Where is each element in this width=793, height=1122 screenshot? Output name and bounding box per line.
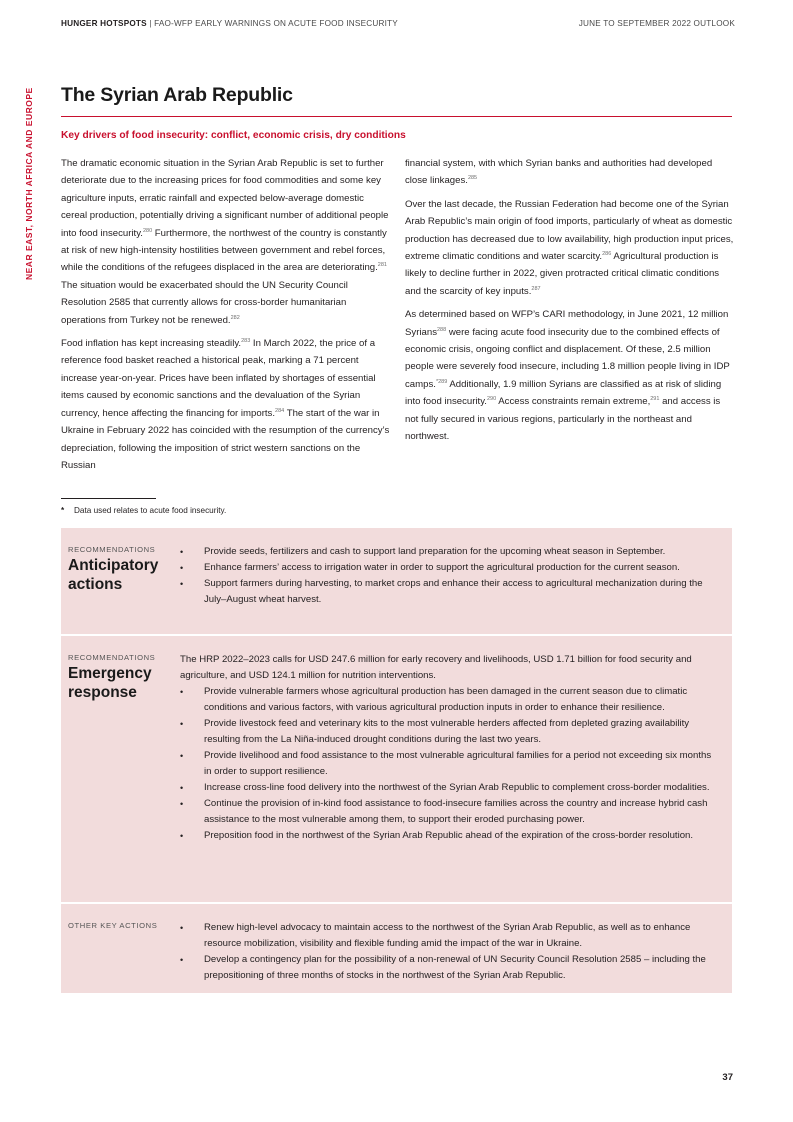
- list-item: • Develop a contingency plan for the possibility of a non-renewal of UN Security Council Resolution 2585 – including the prepositioning of three months of stocks in the northwest of the Syrian Arab Republic.: [180, 952, 720, 984]
- paragraph: The dramatic economic situation in the Syrian Arab Republic is set to further deteriorate due to the increasing prices for food commodities and some key agriculture inputs, erratic rainfall and expected below-average domestic cereal production, potentially driving a significant number of additional people into food insecurity.$^{280}$ Furthermore, the northwest of the country is constantly at risk of new high-intensity hostilities between government and rebel forces, while the conditions of the refugees displaced in the area are deteriorating.$^{281}$ The situation would be exacerbated should the UN Security Council Resolution 2585 that currently allows for cross-border humanitarian operations from Turkey not be renewed.$^{282}$: [61, 158, 389, 326]
- report-subtitle: | FAO-WFP EARLY WARNINGS ON ACUTE FOOD INSECURITY: [146, 19, 398, 28]
- left-text-column: [61, 155, 391, 480]
- footnote-ref: 284: [275, 407, 285, 414]
- paragraph: Over the last decade, the Russian Federation had become one of the Syrian Arab Republic’s main origin of food imports, particularly of wheat as domestic production has decreased due to low availability, high production input prices, extreme climatic conditions and water scarcity.$^{286}$ Agricultural production is likely to decline further in 2022, given protracted critical climatic conditions and the scarcity of key inputs.$^{287}$: [405, 198, 734, 297]
- bullet-list: [180, 920, 720, 984]
- paragraph: Food inflation has kept increasing steadily.$^{283}$ In March 2022, the price of a reference food basket reached a historical peak, marking a 71 percent increase year-on-year. Prices have been inflated by shortages of essential items caused by economic sanctions and the devaluation of the Syrian currency, hence affecting the financing for imports.$^{284}$ The start of the war in Ukraine in February 2022 has coincided with the resumption of the currency’s depreciation, following the imposition of strict western sanctions on the Russian: [61, 337, 390, 471]
- section-title: Emergency response: [68, 665, 152, 701]
- anticipatory-actions-section: [61, 528, 732, 634]
- bullet-list: [180, 684, 720, 844]
- section-content: [180, 920, 720, 984]
- key-drivers-heading: Key drivers of food insecurity: conflict, economic crisis, dry conditions: [61, 130, 406, 141]
- running-header: [61, 19, 398, 28]
- section-tag: RECOMMENDATIONS: [68, 653, 156, 662]
- bullet-list: [180, 544, 720, 608]
- list-item: • Enhance farmers’ access to irrigation water in order to support the agricultural production for the current season.: [180, 560, 720, 576]
- other-key-actions-section: [61, 904, 732, 993]
- list-item: • Preposition food in the northwest of the Syrian Arab Republic ahead of the expiration of the cross-border resolution.: [180, 828, 720, 844]
- list-item: • Support farmers during harvesting, to market crops and enhance their access to agricultural mechanization during the July–August wheat harvest.: [180, 576, 720, 608]
- emergency-response-section: [61, 636, 732, 902]
- region-side-label-text: NEAR EAST, NORTH AFRICA AND EUROPE: [24, 87, 34, 280]
- footnote-ref: 281: [377, 262, 387, 269]
- list-item: • Provide livelihood and food assistance to the most vulnerable agricultural families for a period not exceeding six months in order to support resilience.: [180, 748, 720, 780]
- footnote-text: Data used relates to acute food insecurity.: [74, 506, 227, 515]
- footnote: [61, 506, 226, 515]
- footnote-ref: 291: [650, 396, 660, 403]
- footnote-ref: 282: [230, 314, 240, 321]
- report-period: JUNE TO SEPTEMBER 2022 OUTLOOK: [578, 19, 735, 28]
- list-item: • Provide livestock feed and veterinary kits to the most vulnerable herders affected from depleted grazing availability resulting from the La Niña-induced drought conditions during the last two years.: [180, 716, 720, 748]
- section-tag: RECOMMENDATIONS: [68, 545, 156, 554]
- footnote-ref: 280: [142, 227, 153, 234]
- section-content: [180, 544, 720, 608]
- footnote-ref: 286: [602, 250, 612, 257]
- list-item: • Renew high-level advocacy to maintain access to the northwest of the Syrian Arab Republic, as well as to enhance resource mobilization, visibility and flexible funding amid the impact of the war in Ukraine.: [180, 920, 720, 952]
- footnote-ref: 290: [486, 396, 497, 403]
- section-title: Anticipatory actions: [68, 557, 159, 593]
- section-tag: OTHER KEY ACTIONS: [68, 921, 158, 930]
- footnote-ref: 288: [437, 326, 447, 333]
- paragraph: financial system, with which Syrian banks and authorities had developed close linkages.$^{285}$: [405, 158, 713, 187]
- footnote-ref: 285: [467, 175, 478, 182]
- right-text-column: [405, 155, 735, 452]
- section-intro: The HRP 2022–2023 calls for USD 247.6 million for early recovery and livelihoods, USD 1.71 billion for food security and agriculture, and USD 124.1 million for nutrition interventions.: [180, 654, 692, 681]
- list-item: • Provide vulnerable farmers whose agricultural production has been damaged in the current season due to climatic conditions and various factors, with various agricultural production inputs in order to enhance their resilience.: [180, 684, 720, 716]
- footnote-ref: 287: [531, 285, 541, 292]
- page-title: The Syrian Arab Republic: [61, 84, 293, 106]
- list-item: • Increase cross-line food delivery into the northwest of the Syrian Arab Republic to complement cross-border modalities.: [180, 780, 720, 796]
- section-content: [180, 652, 720, 844]
- report-series: HUNGER HOTSPOTS: [61, 19, 147, 28]
- footnote-mark: *: [61, 506, 65, 515]
- list-item: • Continue the provision of in-kind food assistance to food-insecure families across the country and increase hybrid cash assistance to the most vulnerable among them, to support their eroded purchasing power.: [180, 796, 720, 828]
- list-item: • Provide seeds, fertilizers and cash to support land preparation for the upcoming wheat season in September.: [180, 544, 720, 560]
- footnote-ref: *289: [435, 378, 448, 385]
- paragraph: As determined based on WFP’s CARI methodology, in June 2021, 12 million Syrians$^{288}$ were facing acute food insecurity due to the combined effects of economic crisis, ongoing conflict and displacement. Of these, 2.5 million people were severely food insecure, including 1.8 million people living in IDP camps.$^{*289}$ Additionally, 1.9 million Syrians are classified as at risk of sliding into food insecurity.$^{290}$ Access constraints remain extreme,$^{291}$ and access is not fully secured in various regions, particularly in the northeast and northwest.: [405, 309, 730, 443]
- region-side-label: [22, 87, 36, 280]
- title-divider: [61, 116, 732, 117]
- page-number: 37: [722, 1072, 733, 1083]
- footnote-ref: 283: [241, 337, 251, 344]
- footnote-divider: [61, 498, 156, 499]
- recommendations-panel: [61, 528, 732, 993]
